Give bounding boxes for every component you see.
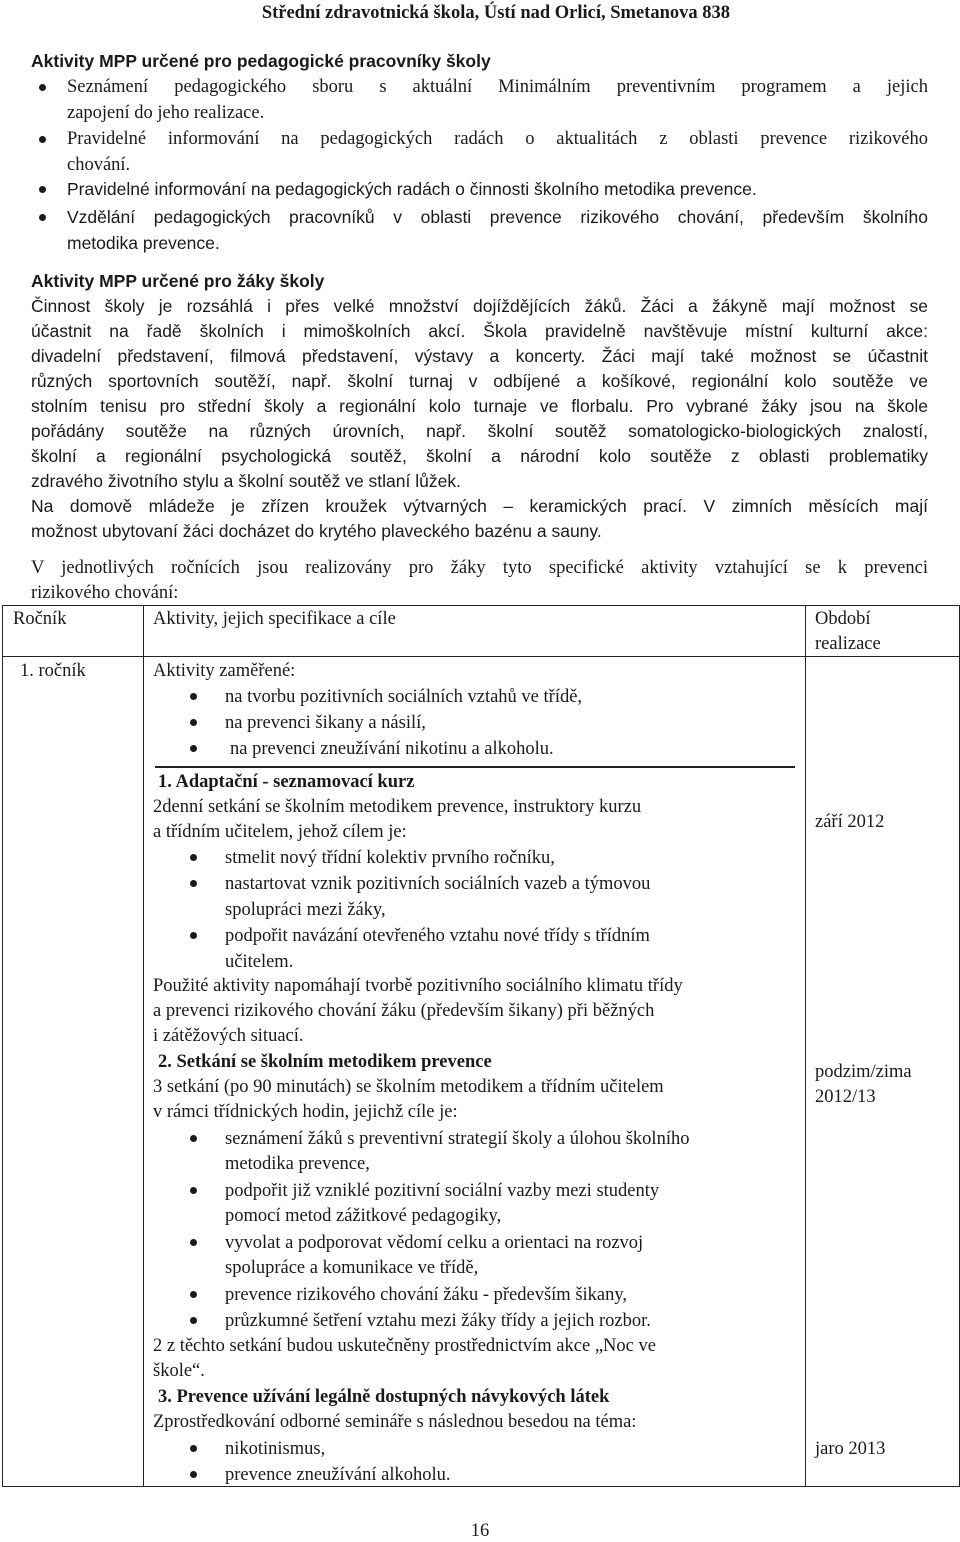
activity-2-item: seznámení žáků s preventivní strategií školy a úlohou školního — [225, 1129, 690, 1149]
activity-1-title: 1. Adaptační - seznamovací kurz — [158, 772, 415, 792]
bullet-icon — [190, 1445, 197, 1452]
bullet-icon — [190, 745, 197, 752]
bullet-icon — [190, 1471, 197, 1478]
activity-2-after: 2 z těchto setkání budou uskutečněny prostřednictvím akce „Noc ve — [153, 1336, 656, 1356]
students-paragraph-line: možnost ubytovaní žáci docházet do krytého plaveckého bazénu a sauny. — [31, 521, 602, 541]
activity-1-text: a třídním učitelem, jehož cílem je: — [153, 822, 407, 842]
students-paragraph-line: účastnit na řadě školních i mimoškolních akcí. Škola pravidelně navštěvuje místní kulturní akce: — [31, 321, 928, 341]
activity-2-period: 2012/13 — [815, 1087, 876, 1107]
bullet-icon — [190, 693, 197, 700]
students-paragraph-line: školní a regionální psychologická soutěž, školní a národní kolo soutěže z oblasti problematiky — [31, 446, 928, 466]
activity-2-item: podpořit již vzniklé pozitivní sociální vazby mezi studenty — [225, 1181, 660, 1201]
section-title-students: Aktivity MPP určené pro žáky školy — [31, 271, 325, 291]
activity-1-item: učitelem. — [225, 952, 294, 972]
bullet-icon — [190, 1291, 197, 1298]
activity-1-item: stmelit nový třídní kolektiv prvního ročníku, — [225, 848, 555, 868]
staff-item-1-line-1: Seznámení pedagogického sboru s aktuální Minimálním preventivním programem a jejich — [67, 77, 928, 97]
table-border-bottom — [2, 1486, 960, 1487]
staff-item-2-line-2: chování. — [67, 155, 131, 175]
focus-item: na prevenci zneužívání nikotinu a alkoholu. — [230, 739, 554, 759]
activity-1-after: Použité aktivity napomáhají tvorbě pozitivního sociálního klimatu třídy — [153, 976, 683, 996]
activity-2-text: v rámci třídnických hodin, jejichž cíle je: — [153, 1102, 458, 1122]
bullet-icon — [39, 136, 46, 143]
bullet-icon — [190, 854, 197, 861]
activity-2-item: průzkumné šetření vztahu mezi žáky třídy a jejich rozbor. — [225, 1311, 651, 1331]
table-border-left — [2, 605, 3, 1487]
activity-2-item: metodika prevence, — [225, 1154, 370, 1174]
bullet-icon — [190, 1187, 197, 1194]
students-paragraph-line: divadelní představení, filmová představení, výstavy a koncerty. Žáci mají také možnost se účastnit — [31, 346, 928, 366]
bullet-icon — [190, 1317, 197, 1324]
bullet-icon — [190, 719, 197, 726]
activity-2-item: vyvolat a podporovat vědomí celku a orientaci na rozvoj — [225, 1233, 644, 1253]
focus-item: na tvorbu pozitivních sociálních vztahů ve třídě, — [225, 687, 583, 707]
bullet-icon — [39, 214, 46, 221]
bullet-icon — [190, 880, 197, 887]
staff-item-4-line-1: Vzdělání pedagogických pracovníků v oblasti prevence rizikového chování, především školního — [67, 207, 928, 227]
students-paragraph-line: různých sportovních soutěží, např. školní turnaj v odbíjené a košíkové, regionální kolo soutěže ve — [31, 371, 928, 391]
staff-item-3: Pravidelné informování na pedagogických radách o činnosti školního metodika prevence. — [67, 179, 757, 199]
table-column-divider — [805, 605, 806, 1487]
activity-1-after: a prevenci rizikového chování žáku (především šikany) při běžných — [153, 1001, 655, 1021]
header-grade: Ročník — [13, 609, 67, 629]
grade-cell: 1. ročník — [20, 661, 86, 681]
focus-label: Aktivity zaměřené: — [153, 661, 296, 681]
activity-1-item: podpořit navázání otevřeného vztahu nové třídy s třídním — [225, 926, 650, 946]
activity-2-item: spolupráce a komunikace ve třídě, — [225, 1258, 479, 1278]
bullet-icon — [39, 84, 46, 91]
activity-2-item: pomocí metod zážitkové pedagogiky, — [225, 1206, 502, 1226]
students-paragraph-line: stolním tenisu pro střední školy a regionální kolo turnaje ve florbalu. Pro vybrané žáky jsou na škole — [31, 396, 928, 416]
header-activities: Aktivity, jejich specifikace a cíle — [153, 609, 396, 629]
header-period: Období — [815, 609, 871, 629]
page-number: 16 — [470, 1521, 490, 1541]
bullet-icon — [190, 1135, 197, 1142]
students-paragraph-line: pořádány soutěže na různých úrovních, např. školní soutěž somatologicko-biologických znalostí, — [31, 421, 928, 441]
page-header: Střední zdravotnická škola, Ústí nad Orlicí, Smetanova 838 — [261, 3, 730, 23]
activity-2-text: 3 setkání (po 90 minutách) se školním metodikem a třídním učitelem — [153, 1077, 664, 1097]
students-paragraph-line: zdravého životního stylu a školní soutěž ve stlaní lůžek. — [31, 471, 461, 491]
staff-item-2-line-1: Pravidelné informování na pedagogických radách o aktualitách z oblasti prevence rizikového — [67, 129, 928, 149]
intro-line-1: V jednotlivých ročnících jsou realizovány pro žáky tyto specifické aktivity vztahující se k prevenci — [31, 558, 928, 578]
bullet-icon — [190, 932, 197, 939]
activity-3-title: 3. Prevence užívání legálně dostupných návykových látek — [158, 1387, 610, 1407]
staff-item-4-line-2: metodika prevence. — [67, 233, 220, 253]
bullet-icon — [190, 1239, 197, 1246]
students-paragraph-line: Na domově mládeže je zřízen kroužek výtvarných – keramických prací. V zimních měsících mají — [31, 496, 928, 516]
bullet-icon — [39, 186, 46, 193]
activity-1-item: spolupráci mezi žáky, — [225, 900, 386, 920]
staff-item-1-line-2: zapojení do jeho realizace. — [67, 103, 265, 123]
activity-3-item: nikotinismus, — [225, 1439, 326, 1459]
activity-2-after: škole“. — [153, 1361, 205, 1381]
focus-item: na prevenci šikany a násilí, — [225, 713, 426, 733]
activity-1-period: září 2012 — [815, 812, 885, 832]
activity-1-after: i zátěžových situací. — [153, 1026, 304, 1046]
activity-3-text: Zprostředkování odborné semináře s následnou besedou na téma: — [153, 1412, 637, 1432]
activity-1-item: nastartovat vznik pozitivních sociálních vazeb a týmovou — [225, 874, 651, 894]
students-paragraph-line: Činnost školy je rozsáhlá i přes velké množství dojíždějících žáků. Žáci a žákyně mají možnost se — [31, 296, 928, 316]
activity-1-text: 2denní setkání se školním metodikem prevence, instruktory kurzu — [153, 797, 642, 817]
table-column-divider — [143, 605, 144, 1487]
activity-3-period: jaro 2013 — [815, 1439, 886, 1459]
activity-2-item: prevence rizikového chování žáku - především šikany, — [225, 1285, 628, 1305]
activity-2-period: podzim/zima — [815, 1062, 912, 1082]
focus-underline — [155, 766, 795, 768]
activity-3-item: prevence zneužívání alkoholu. — [225, 1465, 451, 1485]
intro-line-2: rizikového chování: — [31, 583, 179, 603]
activity-2-title: 2. Setkání se školním metodikem prevence — [158, 1052, 492, 1072]
section-title-staff: Aktivity MPP určené pro pedagogické pracovníky školy — [31, 51, 491, 71]
header-period-2: realizace — [815, 634, 881, 654]
